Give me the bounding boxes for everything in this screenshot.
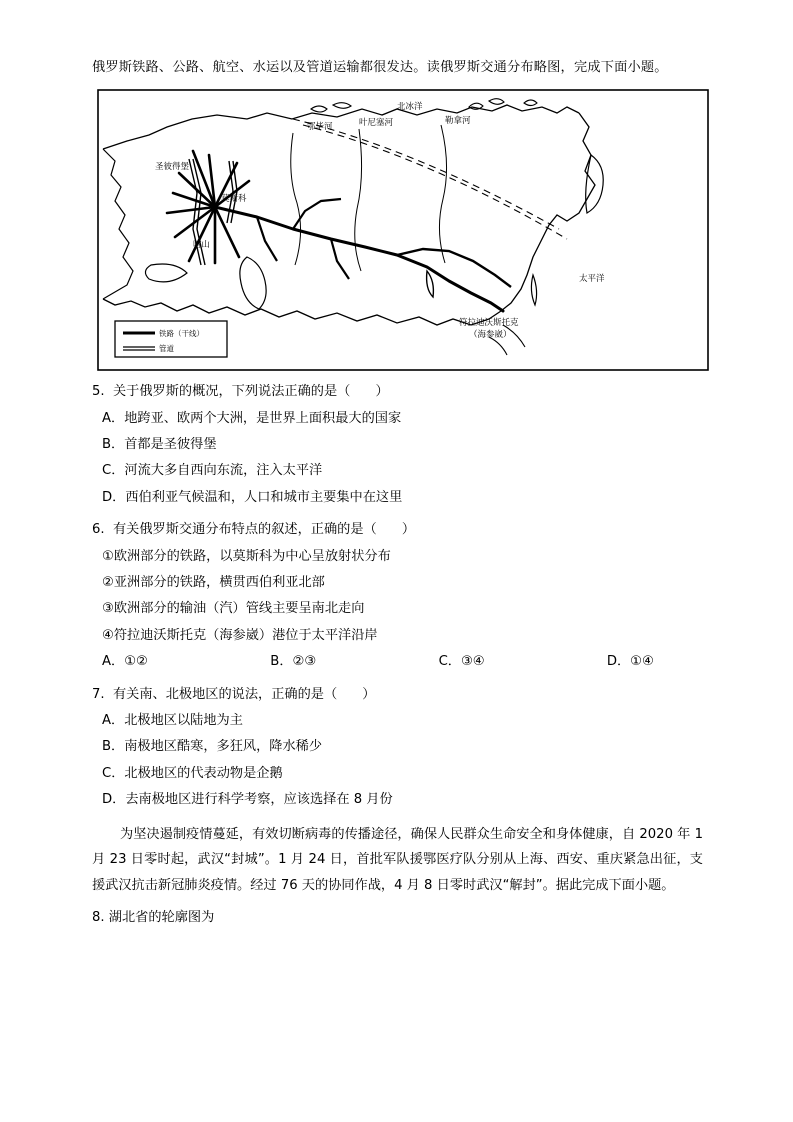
covid-passage: 为坚决遏制疫情蔓延，有效切断病毒的传播途径，确保人民群众生命安全和身体健康，自 2020 年 1 月 23 日零时起，武汉“封城”。1 月 24 日，首批军队援鄂医疗队分别从上海、西安、重庆紧急出征，支援武汉抗击新冠肺炎疫情。经过 76 天的协同作战，4 月 8 日零时武汉“解封”。据此完成下面小题。 <box>92 826 703 894</box>
map-legend <box>115 321 227 357</box>
question-6-stem: 6. 有关俄罗斯交通分布特点的叙述，正确的是（ ） <box>92 522 416 538</box>
map-label-pacific-ocean: 太平洋 <box>579 274 605 285</box>
map-label-kazan: 喀山 <box>193 240 211 251</box>
map-label-ob-river: 鄂毕河 <box>307 122 333 133</box>
question-6-item-2: ②亚洲部分的铁路，横贯西伯利亚北部 <box>102 574 325 590</box>
question-7-stem: 7. 有关南、北极地区的说法，正确的是（ ） <box>92 686 376 702</box>
map-label-vladivostok-2: （海参崴） <box>469 330 512 341</box>
question-6 <box>92 517 703 675</box>
svg-text:铁路（干线）: 铁路（干线） <box>159 329 204 339</box>
question-6-item-3: ③欧洲部分的输油（汽）管线主要呈南北走向 <box>102 601 365 617</box>
russia-transport-map-figure <box>97 89 709 371</box>
question-7-option-c[interactable]: C．北极地区的代表动物是企鹅 <box>102 765 283 781</box>
question-5-option-b[interactable]: B．首都是圣彼得堡 <box>102 436 217 452</box>
map-label-moscow: 莫斯科 <box>221 194 247 205</box>
question-5-option-d[interactable]: D．西伯利亚气候温和，人口和城市主要集中在这里 <box>102 489 403 505</box>
question-6-options-row <box>92 649 703 675</box>
question-6-item-1: ①欧洲部分的铁路，以莫斯科为中心呈放射状分布 <box>102 548 391 564</box>
question-7-option-a[interactable]: A．北极地区以陆地为主 <box>102 712 243 728</box>
intro-paragraph: 俄罗斯铁路、公路、航空、水运以及管道运输都很发达。读俄罗斯交通分布略图，完成下面小题。 <box>92 60 668 75</box>
map-label-yenisei-river: 叶尼塞河 <box>359 118 394 129</box>
map-label-st-petersburg: 圣彼得堡 <box>155 162 190 173</box>
map-label-arctic-ocean: 北冰洋 <box>397 102 423 113</box>
question-8-stem: 8. 湖北省的轮廓图为 <box>92 909 215 925</box>
question-6-option-b[interactable]: B．②③ <box>270 654 317 670</box>
svg-text:管道: 管道 <box>159 344 174 354</box>
question-6-option-a[interactable]: A．①② <box>102 654 148 670</box>
question-6-option-d[interactable]: D．①④ <box>606 654 654 670</box>
question-7 <box>92 682 703 814</box>
map-label-vladivostok-1: 符拉迪沃斯托克 <box>459 318 519 329</box>
question-7-option-b[interactable]: B．南极地区酷寒，多狂风，降水稀少 <box>102 739 323 755</box>
question-7-option-d[interactable]: D．去南极地区进行科学考察，应该选择在 8 月份 <box>102 792 393 808</box>
map-label-lena-river: 勒拿河 <box>445 116 471 127</box>
question-5 <box>92 379 703 511</box>
question-6-option-c[interactable]: C．③④ <box>438 654 485 670</box>
question-5-option-a[interactable]: A．地跨亚、欧两个大洲，是世界上面积最大的国家 <box>102 410 402 426</box>
question-5-stem: 5. 关于俄罗斯的概况，下列说法正确的是（ ） <box>92 384 389 400</box>
question-5-option-c[interactable]: C．河流大多自西向东流，注入太平洋 <box>102 463 323 479</box>
question-6-item-4: ④符拉迪沃斯托克（海参崴）港位于太平洋沿岸 <box>102 627 378 643</box>
